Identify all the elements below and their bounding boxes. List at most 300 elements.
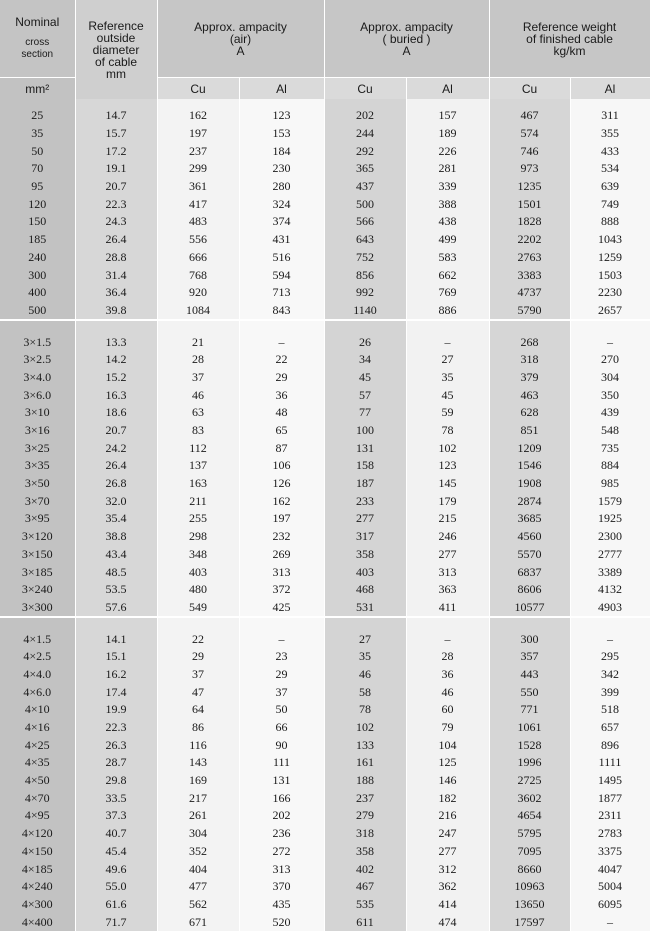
reference-od-header — [75, 0, 157, 99]
weight-al-cell: 2783 — [570, 825, 650, 843]
table-row — [0, 528, 650, 546]
air-al-cell: 66 — [239, 719, 324, 737]
buried-cu-cell: 856 — [324, 266, 406, 284]
table-row — [0, 492, 650, 510]
cross-section-cell: 4×95 — [0, 807, 75, 825]
buried-al-cell: 247 — [406, 825, 489, 843]
group-separator — [0, 617, 650, 630]
cross-section-cell: 35 — [0, 125, 75, 143]
weight-cu-cell: 4560 — [489, 528, 570, 546]
table-row — [0, 231, 650, 249]
table-row — [0, 825, 650, 843]
cross-section-cell: 3×1.5 — [0, 333, 75, 351]
spacer-cell — [75, 320, 157, 333]
weight-al-cell: 1925 — [570, 510, 650, 528]
buried-cu-cell: 57 — [324, 386, 406, 404]
buried-cu-cell: 566 — [324, 213, 406, 231]
air-cu-cell: 556 — [157, 231, 239, 249]
air-cu-cell: 22 — [157, 630, 239, 648]
buried-al-cell: 499 — [406, 231, 489, 249]
air-al-cell: 232 — [239, 528, 324, 546]
air-cu-cell: 211 — [157, 492, 239, 510]
buried-cu-cell: 279 — [324, 807, 406, 825]
air-al-cell: 48 — [239, 404, 324, 422]
air-al-cell: 594 — [239, 266, 324, 284]
air-cu-cell: 37 — [157, 369, 239, 387]
weight-al-cell: 304 — [570, 369, 650, 387]
air-cu-cell: 768 — [157, 266, 239, 284]
spacer-cell — [570, 320, 650, 333]
weight-al-cell: 735 — [570, 439, 650, 457]
outside-diameter-cell: 35.4 — [75, 510, 157, 528]
cross-section-cell: 4×50 — [0, 772, 75, 790]
air-cu-cell: 28 — [157, 351, 239, 369]
cross-section-cell: 3×2.5 — [0, 351, 75, 369]
weight-al-cell: 2230 — [570, 284, 650, 302]
air-cu-cell: 348 — [157, 546, 239, 564]
outside-diameter-cell: 16.3 — [75, 386, 157, 404]
cross-section-cell: 4×400 — [0, 913, 75, 931]
weight-al-cell: 1043 — [570, 231, 650, 249]
weight-al-cell: 311 — [570, 107, 650, 125]
weight-cu-cell: 550 — [489, 683, 570, 701]
buried-al-cell: 27 — [406, 351, 489, 369]
weight-cu-cell: 1061 — [489, 719, 570, 737]
outside-diameter-cell: 14.2 — [75, 351, 157, 369]
weight-cu-header: Cu — [489, 78, 570, 100]
buried-cu-cell: 1140 — [324, 302, 406, 321]
table-row — [0, 457, 650, 475]
weight-al-cell: 355 — [570, 125, 650, 143]
buried-al-cell: 438 — [406, 213, 489, 231]
ref-od-line-1: Reference — [88, 18, 144, 33]
spacer-cell — [324, 617, 406, 630]
buried-cu-cell: 102 — [324, 719, 406, 737]
table-row — [0, 719, 650, 737]
buried-cu-cell: 158 — [324, 457, 406, 475]
cross-section-cell: 50 — [0, 142, 75, 160]
cross-section-cell: 3×25 — [0, 439, 75, 457]
air-al-cell: 324 — [239, 195, 324, 213]
outside-diameter-cell: 24.3 — [75, 213, 157, 231]
buried-al-cell: 157 — [406, 107, 489, 125]
buried-al-cell: 36 — [406, 666, 489, 684]
air-cu-cell: 162 — [157, 107, 239, 125]
ampacity-buried-header — [324, 0, 489, 78]
weight-cu-cell: 2725 — [489, 772, 570, 790]
buried-al-cell: – — [406, 630, 489, 648]
weight-al-header: Al — [570, 78, 650, 100]
air-al-cell: 236 — [239, 825, 324, 843]
weight-al-cell: 2657 — [570, 302, 650, 321]
weight-al-cell: 4047 — [570, 860, 650, 878]
air-cu-cell: 403 — [157, 563, 239, 581]
weight-al-cell: 657 — [570, 719, 650, 737]
outside-diameter-cell: 48.5 — [75, 563, 157, 581]
table-row — [0, 178, 650, 196]
section-label: section — [21, 48, 54, 60]
buried-al-cell: 277 — [406, 843, 489, 861]
air-al-cell: 65 — [239, 422, 324, 440]
ref-od-line-3: diameter — [92, 42, 140, 57]
air-al-cell: 123 — [239, 107, 324, 125]
cross-label: cross — [25, 36, 50, 48]
table-row — [0, 599, 650, 618]
outside-diameter-cell: 15.7 — [75, 125, 157, 143]
weight-al-cell: – — [570, 333, 650, 351]
table-row — [0, 896, 650, 914]
spacer-cell — [324, 99, 406, 107]
weight-cu-cell: 851 — [489, 422, 570, 440]
outside-diameter-cell: 20.7 — [75, 178, 157, 196]
table-row — [0, 475, 650, 493]
weight-al-cell: 749 — [570, 195, 650, 213]
table-row — [0, 369, 650, 387]
air-al-cell: 184 — [239, 142, 324, 160]
cross-section-cell: 4×300 — [0, 896, 75, 914]
buried-al-cell: 216 — [406, 807, 489, 825]
air-cu-cell: 920 — [157, 284, 239, 302]
cross-section-cell: 3×70 — [0, 492, 75, 510]
weight-al-cell: 295 — [570, 648, 650, 666]
cross-section-cell: 3×35 — [0, 457, 75, 475]
outside-diameter-cell: 29.8 — [75, 772, 157, 790]
spacer-cell — [157, 99, 239, 107]
weight-cu-cell: 973 — [489, 160, 570, 178]
buried-al-cell: 583 — [406, 249, 489, 267]
table-row — [0, 563, 650, 581]
weight-cu-cell: 4654 — [489, 807, 570, 825]
outside-diameter-cell: 22.3 — [75, 195, 157, 213]
air-cu-cell: 169 — [157, 772, 239, 790]
outside-diameter-cell: 33.5 — [75, 789, 157, 807]
table-row — [0, 333, 650, 351]
nominal-label: Nominal — [15, 14, 60, 29]
air-cu-cell: 255 — [157, 510, 239, 528]
weight-cu-cell: 1209 — [489, 439, 570, 457]
cross-section-cell: 3×4.0 — [0, 369, 75, 387]
outside-diameter-cell: 20.7 — [75, 422, 157, 440]
outside-diameter-cell: 37.3 — [75, 807, 157, 825]
buried-al-cell: 104 — [406, 736, 489, 754]
weight-al-cell: 896 — [570, 736, 650, 754]
air-cu-cell: 46 — [157, 386, 239, 404]
outside-diameter-cell: 19.1 — [75, 160, 157, 178]
weight-al-cell: 518 — [570, 701, 650, 719]
buried-al-cell: 45 — [406, 386, 489, 404]
spacer-cell — [489, 99, 570, 107]
buried-cu-cell: 535 — [324, 896, 406, 914]
cross-section-cell: 400 — [0, 284, 75, 302]
buried-al-cell: 215 — [406, 510, 489, 528]
buried-al-cell: 411 — [406, 599, 489, 618]
spacer-cell — [489, 617, 570, 630]
table-row — [0, 422, 650, 440]
air-cu-cell: 116 — [157, 736, 239, 754]
ampacity-air-header — [157, 0, 324, 78]
cross-section-cell: 4×25 — [0, 736, 75, 754]
spacer-cell — [0, 617, 75, 630]
air-al-cell: 29 — [239, 666, 324, 684]
air-cu-cell: 483 — [157, 213, 239, 231]
air-cu-cell: 29 — [157, 648, 239, 666]
unit-header: mm² — [0, 78, 75, 100]
air-al-cell: 131 — [239, 772, 324, 790]
table-row — [0, 510, 650, 528]
buried-al-cell: 277 — [406, 546, 489, 564]
cross-section-cell: 3×6.0 — [0, 386, 75, 404]
air-cu-cell: 63 — [157, 404, 239, 422]
buried-al-cell: 388 — [406, 195, 489, 213]
outside-diameter-cell: 13.3 — [75, 333, 157, 351]
buried-al-cell: 414 — [406, 896, 489, 914]
cross-section-cell: 4×1.5 — [0, 630, 75, 648]
weight-line-2: of finished cable — [526, 31, 613, 46]
weight-cu-cell: 2874 — [489, 492, 570, 510]
buried-cu-cell: 77 — [324, 404, 406, 422]
cross-section-cell: 4×120 — [0, 825, 75, 843]
weight-al-cell: 2777 — [570, 546, 650, 564]
cross-section-cell: 95 — [0, 178, 75, 196]
air-cu-cell: 299 — [157, 160, 239, 178]
outside-diameter-cell: 14.1 — [75, 630, 157, 648]
buried-cu-cell: 244 — [324, 125, 406, 143]
weight-cu-cell: 5570 — [489, 546, 570, 564]
buried-al-cell: 179 — [406, 492, 489, 510]
weight-al-cell: 3375 — [570, 843, 650, 861]
air-al-cell: 50 — [239, 701, 324, 719]
outside-diameter-cell: 40.7 — [75, 825, 157, 843]
table-row — [0, 772, 650, 790]
air-line-2: (air) — [229, 31, 252, 46]
buried-cu-cell: 292 — [324, 142, 406, 160]
outside-diameter-cell: 26.8 — [75, 475, 157, 493]
air-al-cell: 106 — [239, 457, 324, 475]
table-row — [0, 860, 650, 878]
air-cu-cell: 352 — [157, 843, 239, 861]
weight-al-cell: 5004 — [570, 878, 650, 896]
air-line-3: A — [236, 43, 245, 58]
air-cu-cell: 64 — [157, 701, 239, 719]
table-row — [0, 284, 650, 302]
air-cu-cell: 417 — [157, 195, 239, 213]
cross-section-cell: 4×10 — [0, 701, 75, 719]
weight-cu-cell: 2763 — [489, 249, 570, 267]
buried-al-cell: 662 — [406, 266, 489, 284]
buried-al-cell: 78 — [406, 422, 489, 440]
outside-diameter-cell: 26.4 — [75, 457, 157, 475]
cross-section-cell: 3×95 — [0, 510, 75, 528]
table-row — [0, 913, 650, 931]
cross-section-cell: 150 — [0, 213, 75, 231]
outside-diameter-cell: 43.4 — [75, 546, 157, 564]
table-row — [0, 249, 650, 267]
buried-cu-cell: 45 — [324, 369, 406, 387]
weight-al-cell: 548 — [570, 422, 650, 440]
air-cu-cell: 137 — [157, 457, 239, 475]
air-cu-cell: 298 — [157, 528, 239, 546]
buried-cu-cell: 133 — [324, 736, 406, 754]
buried-cu-cell: 27 — [324, 630, 406, 648]
buried-cu-cell: 26 — [324, 333, 406, 351]
spacer-cell — [239, 617, 324, 630]
buried-cu-cell: 467 — [324, 878, 406, 896]
table-row — [0, 630, 650, 648]
air-al-cell: 126 — [239, 475, 324, 493]
weight-cu-cell: 1528 — [489, 736, 570, 754]
air-cu-cell: 477 — [157, 878, 239, 896]
air-cu-cell: 562 — [157, 896, 239, 914]
weight-line-3: kg/km — [553, 43, 586, 58]
buried-cu-cell: 500 — [324, 195, 406, 213]
air-cu-cell: 112 — [157, 439, 239, 457]
ref-od-line-4: of cable — [94, 54, 138, 69]
buried-al-cell: 46 — [406, 683, 489, 701]
weight-cu-cell: 357 — [489, 648, 570, 666]
cross-section-cell: 240 — [0, 249, 75, 267]
buried-al-cell: 79 — [406, 719, 489, 737]
buried-cu-cell: 365 — [324, 160, 406, 178]
outside-diameter-cell: 26.3 — [75, 736, 157, 754]
air-al-cell: 37 — [239, 683, 324, 701]
weight-al-cell: 1495 — [570, 772, 650, 790]
air-al-cell: 370 — [239, 878, 324, 896]
weight-al-cell: 888 — [570, 213, 650, 231]
outside-diameter-cell: 16.2 — [75, 666, 157, 684]
table-row — [0, 546, 650, 564]
cross-section-cell: 4×240 — [0, 878, 75, 896]
outside-diameter-cell: 15.1 — [75, 648, 157, 666]
buried-al-cell: 102 — [406, 439, 489, 457]
weight-cu-cell: 1996 — [489, 754, 570, 772]
cross-section-cell: 185 — [0, 231, 75, 249]
buried-cu-cell: 58 — [324, 683, 406, 701]
air-al-cell: 22 — [239, 351, 324, 369]
cross-section-cell: 3×10 — [0, 404, 75, 422]
buried-al-cell: 189 — [406, 125, 489, 143]
air-cu-cell: 143 — [157, 754, 239, 772]
weight-al-cell: – — [570, 630, 650, 648]
buried-al-cell: 60 — [406, 701, 489, 719]
buried-al-cell: 281 — [406, 160, 489, 178]
table-row — [0, 107, 650, 125]
table-row — [0, 386, 650, 404]
air-al-cell: 313 — [239, 563, 324, 581]
air-al-cell: 23 — [239, 648, 324, 666]
spacer-cell — [157, 617, 239, 630]
weight-al-cell: 884 — [570, 457, 650, 475]
air-al-cell: 372 — [239, 581, 324, 599]
spacer-cell — [75, 99, 157, 107]
buried-cu-cell: 643 — [324, 231, 406, 249]
buried-cu-cell: 277 — [324, 510, 406, 528]
air-cu-cell: 480 — [157, 581, 239, 599]
air-al-cell: 713 — [239, 284, 324, 302]
air-al-cell: 230 — [239, 160, 324, 178]
table-row — [0, 439, 650, 457]
weight-cu-cell: 7095 — [489, 843, 570, 861]
table-row — [0, 351, 650, 369]
weight-al-cell: 1503 — [570, 266, 650, 284]
weight-al-cell: 350 — [570, 386, 650, 404]
weight-cu-cell: 3685 — [489, 510, 570, 528]
outside-diameter-cell: 53.5 — [75, 581, 157, 599]
buried-al-cell: 182 — [406, 789, 489, 807]
spacer-cell — [489, 320, 570, 333]
reference-weight-header — [489, 0, 650, 78]
outside-diameter-cell: 36.4 — [75, 284, 157, 302]
air-cu-cell: 304 — [157, 825, 239, 843]
cross-section-cell: 4×185 — [0, 860, 75, 878]
weight-cu-cell: 5795 — [489, 825, 570, 843]
cross-section-cell: 3×120 — [0, 528, 75, 546]
buried-al-cell: 125 — [406, 754, 489, 772]
air-al-cell: 269 — [239, 546, 324, 564]
weight-cu-cell: 467 — [489, 107, 570, 125]
cross-section-cell: 4×16 — [0, 719, 75, 737]
buried-cu-cell: 358 — [324, 843, 406, 861]
table-row — [0, 701, 650, 719]
weight-cu-cell: 1501 — [489, 195, 570, 213]
weight-al-cell: 4903 — [570, 599, 650, 618]
ref-od-line-2: outside — [96, 30, 136, 45]
weight-al-cell: 439 — [570, 404, 650, 422]
air-al-cell: 374 — [239, 213, 324, 231]
buried-cu-cell: 437 — [324, 178, 406, 196]
buried-al-cell: 246 — [406, 528, 489, 546]
weight-cu-cell: 771 — [489, 701, 570, 719]
cross-section-cell: 3×240 — [0, 581, 75, 599]
weight-al-cell: 6095 — [570, 896, 650, 914]
air-al-cell: 36 — [239, 386, 324, 404]
air-cu-cell: 47 — [157, 683, 239, 701]
cross-section-cell: 3×50 — [0, 475, 75, 493]
cross-section-cell: 3×16 — [0, 422, 75, 440]
spacer-cell — [239, 99, 324, 107]
outside-diameter-cell: 26.4 — [75, 231, 157, 249]
weight-cu-cell: 6837 — [489, 563, 570, 581]
buried-cu-cell: 46 — [324, 666, 406, 684]
table-header — [0, 0, 650, 99]
weight-al-cell: 1877 — [570, 789, 650, 807]
weight-al-cell: 399 — [570, 683, 650, 701]
air-cu-cell: 37 — [157, 666, 239, 684]
outside-diameter-cell: 18.6 — [75, 404, 157, 422]
weight-cu-cell: 746 — [489, 142, 570, 160]
air-al-cell: 111 — [239, 754, 324, 772]
buried-line-3: A — [402, 43, 411, 58]
weight-cu-cell: 1546 — [489, 457, 570, 475]
weight-al-cell: – — [570, 913, 650, 931]
weight-cu-cell: 8660 — [489, 860, 570, 878]
outside-diameter-cell: 17.2 — [75, 142, 157, 160]
weight-al-cell: 1111 — [570, 754, 650, 772]
weight-al-cell: 534 — [570, 160, 650, 178]
weight-al-cell: 4132 — [570, 581, 650, 599]
cross-section-cell: 3×300 — [0, 599, 75, 618]
weight-cu-cell: 17597 — [489, 913, 570, 931]
weight-cu-cell: 443 — [489, 666, 570, 684]
buried-al-cell: 145 — [406, 475, 489, 493]
buried-cu-cell: 188 — [324, 772, 406, 790]
air-cu-cell: 83 — [157, 422, 239, 440]
weight-cu-cell: 463 — [489, 386, 570, 404]
table-row — [0, 213, 650, 231]
cross-section-cell: 4×2.5 — [0, 648, 75, 666]
air-cu-cell: 237 — [157, 142, 239, 160]
nominal-cross-section-header — [0, 0, 75, 78]
air-cu-cell: 549 — [157, 599, 239, 618]
